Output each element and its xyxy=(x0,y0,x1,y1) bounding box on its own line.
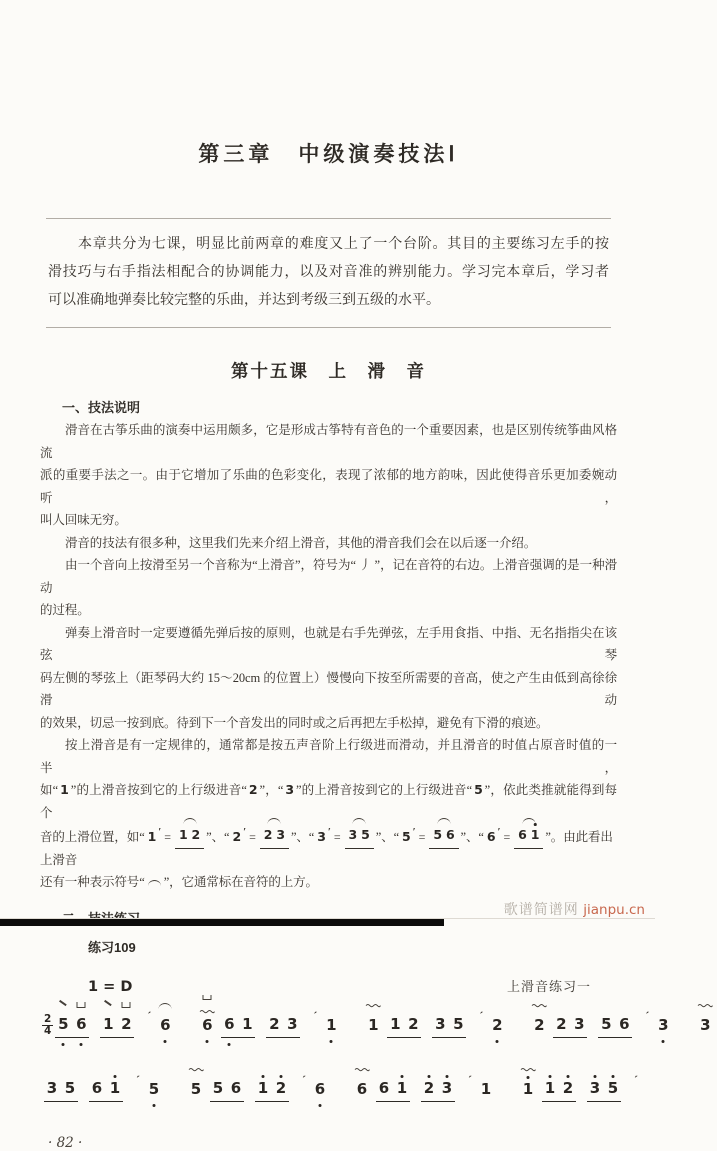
note-digit: 2 xyxy=(492,1015,503,1034)
note-digit: 5 xyxy=(607,1078,619,1097)
note-digit: 3 xyxy=(589,1078,601,1097)
jianpu-note xyxy=(389,1016,401,1034)
time-signature xyxy=(42,1014,53,1037)
jianpu-note xyxy=(230,1080,242,1098)
inline-note-digit: 1 xyxy=(147,829,157,844)
octave-dot-high xyxy=(401,1075,404,1078)
text-line: 叫人回味无穷。 xyxy=(40,513,127,527)
wavy-slide-icon xyxy=(200,1001,215,1017)
octave-dot-high xyxy=(262,1075,265,1078)
scan-edge-bar xyxy=(0,919,444,926)
thumb-mark-icon xyxy=(203,995,212,1000)
note-digit: 6 xyxy=(230,1078,242,1097)
eighth-beam-group xyxy=(89,1078,123,1102)
ornament-w-icon xyxy=(521,1067,536,1071)
text-line: 弹奏上滑音时一定要遵循先弹后按的原则，也就是右手先弹弦，左手用食指、中指、无名指指尖在该弦琴 xyxy=(40,625,617,662)
note-digit: 1 xyxy=(396,1078,408,1097)
ornament-cup-icon xyxy=(122,1002,131,1008)
up-slide-icon: ˊ xyxy=(634,1073,638,1087)
note-digit: 3 xyxy=(574,1014,585,1033)
jianpu-note xyxy=(57,1016,69,1034)
octave-dot-high xyxy=(527,1076,530,1079)
octave-dot-low xyxy=(164,1040,167,1043)
octave-dot-low xyxy=(153,1104,156,1107)
inline-note-digit: 1 xyxy=(529,827,542,842)
note-digit: 2 xyxy=(534,1015,545,1034)
watermark-url: jianpu.cn xyxy=(583,902,645,918)
section-heading-technique: 一、技法说明 xyxy=(62,400,141,415)
slide-arc-icon xyxy=(437,818,450,824)
note-digit: 1 xyxy=(103,1014,114,1033)
text-run: ”，它通常标在音符的上方。 xyxy=(160,875,318,889)
jianpu-note xyxy=(257,1080,269,1098)
score-line xyxy=(42,1005,711,1047)
text-run: ”、“ xyxy=(375,830,400,844)
paragraph-5 xyxy=(40,734,617,894)
octave-dot-high xyxy=(567,1075,570,1078)
octave-dot-high xyxy=(549,1075,552,1078)
note-digit: 1 xyxy=(257,1078,269,1097)
inline-note-digit: 2 xyxy=(263,827,273,842)
up-slide-icon: ′ xyxy=(327,826,331,838)
measure xyxy=(385,1009,485,1038)
octave-dot-low xyxy=(496,1040,499,1043)
jianpu-note xyxy=(201,1017,213,1035)
note-digit: 5 xyxy=(190,1079,202,1098)
note-digit: 6 xyxy=(378,1078,390,1097)
up-slide-icon: ˊ xyxy=(147,1009,152,1023)
measure xyxy=(208,1073,308,1102)
chapter-title: 第三章 中级演奏技法Ⅰ xyxy=(198,142,459,166)
jianpu-note xyxy=(64,1080,76,1098)
note-digit: 3 xyxy=(700,1015,711,1034)
score-caption-row xyxy=(88,976,591,995)
jianpu-note xyxy=(452,1016,464,1034)
note-digit: 1 xyxy=(242,1014,253,1033)
slide-example xyxy=(230,824,290,849)
meter-denominator: 4 xyxy=(44,1025,52,1037)
slide-example xyxy=(485,824,545,849)
jianpu-note xyxy=(522,1081,534,1099)
note-digit: 1 xyxy=(522,1079,534,1098)
equals-sign: = xyxy=(418,830,426,844)
note-digit: 1 xyxy=(326,1015,337,1034)
octave-dot-low xyxy=(228,1043,231,1046)
jianpu-note xyxy=(120,1016,132,1034)
measure xyxy=(42,1073,142,1102)
jianpu-score xyxy=(42,1005,711,1111)
eighth-beam-group xyxy=(55,1014,89,1038)
jianpu-note xyxy=(314,1081,326,1099)
ornament-w-icon xyxy=(366,1003,381,1007)
jianpu-note xyxy=(241,1016,253,1034)
note-pair xyxy=(429,824,458,849)
jianpu-note xyxy=(555,1016,567,1034)
jianpu-note xyxy=(480,1081,492,1099)
note-digit: 6 xyxy=(76,1014,87,1033)
paragraph-4 xyxy=(40,622,617,735)
measure xyxy=(319,1017,385,1035)
note-digit: 1 xyxy=(390,1014,401,1033)
octave-dot-high xyxy=(612,1075,615,1078)
octave-dot-high xyxy=(280,1075,283,1078)
jianpu-note xyxy=(573,1016,585,1034)
ornament-arc-icon xyxy=(159,1003,172,1009)
octave-dot-high xyxy=(114,1075,117,1078)
slide-arc-icon xyxy=(353,818,366,824)
note-digit: 3 xyxy=(435,1014,446,1033)
measure xyxy=(219,1009,319,1038)
measure xyxy=(374,1073,474,1102)
note-digit: 6 xyxy=(356,1079,368,1098)
text-run: ”，“ xyxy=(259,783,284,797)
text-run: ”、“ xyxy=(460,830,484,844)
meter-numerator: 2 xyxy=(44,1012,52,1025)
inline-note-digit: 1 xyxy=(178,827,188,842)
inline-note-digit: 6 xyxy=(486,829,496,844)
octave-dot-high xyxy=(594,1075,597,1078)
eighth-beam-group xyxy=(210,1078,244,1102)
note-digit: 5 xyxy=(212,1078,224,1097)
eighth-beam-group xyxy=(553,1014,587,1038)
intro-line: 滑技巧与右手指法相配合的协调能力，以及对音准的辨别能力。学习完本章后，学习者 xyxy=(48,265,609,280)
ornament-w-icon xyxy=(532,1003,547,1007)
ornament-w-icon xyxy=(698,1003,713,1007)
note-digit: 6 xyxy=(314,1079,326,1098)
up-slide-icon: ′ xyxy=(497,826,501,838)
up-slide-icon: ˊ xyxy=(468,1073,472,1087)
inline-note-digit: 3 xyxy=(285,782,294,797)
measure xyxy=(153,1017,219,1035)
jianpu-note xyxy=(533,1017,545,1035)
intro-line: 可以准确地弹奏比较完整的乐曲，并达到考级三到五级的水平。 xyxy=(48,293,440,308)
inline-note-digit: 6 xyxy=(445,827,455,842)
text-line: 由一个音向上按滑至另一个音称为“上滑音”，符号为“ 丿 ”，记在音符的右边。上滑音强调的是一种滑动 xyxy=(40,558,617,595)
jianpu-note xyxy=(562,1080,574,1098)
text-run: ”。由此看出上滑音 xyxy=(40,830,613,867)
page-number: · 82 · xyxy=(48,1134,83,1151)
jianpu-note xyxy=(190,1081,202,1099)
jianpu-note xyxy=(286,1016,298,1034)
jianpu-note xyxy=(268,1016,280,1034)
jianpu-note xyxy=(618,1016,630,1034)
slide-example xyxy=(400,824,460,849)
note-digit: 5 xyxy=(64,1078,76,1097)
text-run: ”、“ xyxy=(290,830,315,844)
text-run: ”，依此类推就能得到每个 xyxy=(40,783,617,820)
jianpu-note xyxy=(544,1080,556,1098)
slide-example xyxy=(315,824,375,849)
slide-arc-icon xyxy=(148,880,161,886)
note-digit: 3 xyxy=(46,1078,58,1097)
note-pair xyxy=(260,824,289,849)
jianpu-note xyxy=(434,1016,446,1034)
eighth-beam-group xyxy=(542,1078,576,1102)
jianpu-note xyxy=(325,1017,337,1035)
chapter-intro-box xyxy=(46,218,611,328)
slide-example xyxy=(146,824,206,849)
text-line: 派的重要手法之一。由于它增加了乐曲的色彩变化，表现了浓郁的地方韵味，因此使得音乐更加委婉动听， xyxy=(40,468,617,505)
slide-arc-icon xyxy=(183,818,196,824)
inline-note-digit: 5 xyxy=(402,829,411,844)
up-slide-icon: ′ xyxy=(243,826,247,838)
octave-dot-low xyxy=(206,1040,209,1043)
jianpu-note xyxy=(589,1080,601,1098)
note-digit: 6 xyxy=(619,1014,630,1033)
note-digit: 3 xyxy=(287,1014,298,1033)
score-line xyxy=(42,1069,638,1111)
ornament-cupw-icon xyxy=(200,995,215,1017)
up-slide-icon: ′ xyxy=(158,826,162,838)
measure xyxy=(308,1081,374,1099)
jianpu-note xyxy=(102,1016,114,1034)
note-digit: 1 xyxy=(544,1078,556,1097)
measure xyxy=(540,1073,640,1102)
lesson-title: 第十五课 上 滑 音 xyxy=(231,361,426,381)
note-digit: 6 xyxy=(91,1078,103,1097)
ornament-cup-icon xyxy=(77,1002,86,1008)
jianpu-note xyxy=(356,1081,368,1099)
measure xyxy=(651,1017,717,1035)
score-caption: 上滑音练习一 xyxy=(506,978,591,994)
octave-dot-low xyxy=(62,1043,65,1046)
text-line: 码左侧的琴弦上（距琴码大约 15～20cm 的位置上）慢慢向下按至所需要的音高，使之产生由低到高徐徐滑动 xyxy=(40,670,617,707)
inline-note-digit: 6 xyxy=(518,827,527,842)
ornament-bs-icon xyxy=(105,999,112,1005)
note-digit: 2 xyxy=(562,1078,574,1097)
note-digit: 1 xyxy=(480,1079,492,1098)
equals-sign: = xyxy=(333,830,341,844)
equals-sign: = xyxy=(164,830,171,844)
intro-line: 本章共分为七课，明显比前两章的难度又上了一个台阶。其目的主要练习左手的按 xyxy=(78,237,609,252)
jianpu-note xyxy=(441,1080,453,1098)
measure xyxy=(142,1081,208,1099)
note-digit: 2 xyxy=(275,1078,287,1097)
note-digit: 6 xyxy=(202,1015,213,1034)
text-run: ”的上滑音按到它的上行级进音“ xyxy=(295,783,473,797)
inline-note-digit: 5 xyxy=(474,782,483,797)
note-pair xyxy=(514,824,543,849)
note-digit: 5 xyxy=(601,1014,612,1033)
jianpu-note xyxy=(491,1017,503,1035)
ornament-w-icon xyxy=(355,1067,370,1071)
text-line: 按上滑音是有一定规律的，通常都是按五声音阶上行级进而滑动，并且滑音的时值占原音时值的一半， xyxy=(40,738,617,775)
measure xyxy=(474,1081,540,1099)
note-digit: 6 xyxy=(224,1014,235,1033)
note-digit: 5 xyxy=(148,1079,160,1098)
octave-dot-low xyxy=(80,1043,83,1046)
eighth-beam-group xyxy=(221,1014,255,1038)
jianpu-note xyxy=(396,1080,408,1098)
jianpu-note xyxy=(378,1080,390,1098)
text-run: ”的上滑音按到它的上行级进音“ xyxy=(70,783,247,797)
eighth-beam-group xyxy=(376,1078,410,1102)
note-pair xyxy=(345,824,374,849)
note-digit: 1 xyxy=(368,1015,379,1034)
up-slide-icon: ˊ xyxy=(645,1009,650,1023)
note-digit: 2 xyxy=(556,1014,567,1033)
paragraph-1 xyxy=(40,419,617,532)
note-digit: 2 xyxy=(408,1014,419,1033)
jianpu-note xyxy=(275,1080,287,1098)
eighth-beam-group xyxy=(598,1014,632,1038)
note-digit: 5 xyxy=(453,1014,464,1033)
jianpu-note xyxy=(91,1080,103,1098)
octave-dot-low xyxy=(662,1040,665,1043)
inline-note-digit: 2 xyxy=(232,829,242,844)
equals-sign: = xyxy=(503,830,511,844)
key-signature: 1 = D xyxy=(88,978,133,995)
text-run: 如“ xyxy=(40,783,59,797)
up-slide-icon: ˊ xyxy=(302,1073,306,1087)
text-run: ”、“ xyxy=(206,830,230,844)
note-pair xyxy=(175,824,204,849)
eighth-beam-group xyxy=(421,1078,455,1102)
note-digit: 6 xyxy=(160,1015,171,1034)
octave-dot-high xyxy=(534,823,537,826)
eighth-beam-group xyxy=(587,1078,621,1102)
eighth-beam-group xyxy=(387,1014,421,1038)
jianpu-note xyxy=(607,1080,619,1098)
jianpu-note xyxy=(407,1016,419,1034)
note-digit: 3 xyxy=(658,1015,669,1034)
inline-note-digit: 5 xyxy=(433,827,442,842)
jianpu-note xyxy=(657,1017,669,1035)
watermark xyxy=(504,899,645,919)
jianpu-note xyxy=(159,1017,171,1035)
slide-arc-icon xyxy=(268,818,281,824)
jianpu-note xyxy=(109,1080,121,1098)
paragraph-3 xyxy=(40,554,617,622)
jianpu-note xyxy=(367,1017,379,1035)
equals-sign: = xyxy=(249,830,256,844)
note-digit: 2 xyxy=(423,1078,435,1097)
text-line: 的过程。 xyxy=(40,603,90,617)
jianpu-note xyxy=(699,1017,711,1035)
text-run: 还有一种表示符号“ xyxy=(40,875,148,889)
paragraph-2 xyxy=(40,532,617,555)
jianpu-note xyxy=(223,1016,235,1034)
note-digit: 3 xyxy=(441,1078,453,1097)
text-line: 滑音在古筝乐曲的演奏中运用颇多，它是形成古筝特有音色的一个重要因素，也是区别传统筝曲风格流 xyxy=(40,423,617,460)
octave-dot-high xyxy=(446,1075,449,1078)
eighth-beam-group xyxy=(44,1078,78,1102)
jianpu-note xyxy=(212,1080,224,1098)
octave-dot-low xyxy=(319,1104,322,1107)
eighth-beam-group xyxy=(266,1014,300,1038)
up-slide-icon: ˊ xyxy=(479,1009,484,1023)
octave-dot-low xyxy=(330,1040,333,1043)
exercise-number: 练习109 xyxy=(88,939,136,955)
eighth-beam-group xyxy=(100,1014,134,1038)
note-digit: 2 xyxy=(269,1014,280,1033)
text-line: 的效果，切忌一按到底。待到下一个音发出的同时或之后再把左手松掉，避免有下滑的痕迹。 xyxy=(40,715,549,730)
watermark-site-name: 歌谱简谱网 xyxy=(503,903,579,918)
note-digit: 2 xyxy=(121,1014,132,1033)
eighth-beam-group xyxy=(432,1014,466,1038)
measure xyxy=(53,1009,153,1038)
jianpu-note xyxy=(423,1080,435,1098)
inline-note-digit: 2 xyxy=(191,827,201,842)
text-run: 音的上滑位置，如“ xyxy=(40,830,145,844)
text-line-rich xyxy=(40,824,617,871)
jianpu-note xyxy=(148,1081,160,1099)
eighth-beam-group xyxy=(255,1078,289,1102)
jianpu-note xyxy=(600,1016,612,1034)
text-line-rich xyxy=(40,871,617,894)
inline-note-digit: 1 xyxy=(60,782,69,797)
note-digit: 5 xyxy=(58,1014,69,1033)
jianpu-note xyxy=(46,1080,58,1098)
up-slide-icon: ˊ xyxy=(313,1009,318,1023)
inline-note-digit: 3 xyxy=(317,829,326,844)
inline-note-digit: 3 xyxy=(348,827,358,842)
jianpu-note xyxy=(75,1016,87,1034)
ornament-bs-icon xyxy=(60,999,67,1005)
inline-note-digit: 3 xyxy=(276,827,285,842)
ornament-w-icon xyxy=(189,1067,204,1071)
measure xyxy=(551,1009,651,1038)
inline-note-digit: 2 xyxy=(248,782,258,797)
octave-dot-high xyxy=(428,1075,431,1078)
text-line: 滑音的技法有很多种，这里我们先来介绍上滑音，其他的滑音我们会在以后逐一介绍。 xyxy=(65,535,537,550)
measure xyxy=(485,1017,551,1035)
up-slide-icon: ˊ xyxy=(136,1073,140,1087)
inline-note-digit: 5 xyxy=(361,827,370,842)
up-slide-icon: ′ xyxy=(412,826,416,838)
note-digit: 1 xyxy=(109,1078,121,1097)
